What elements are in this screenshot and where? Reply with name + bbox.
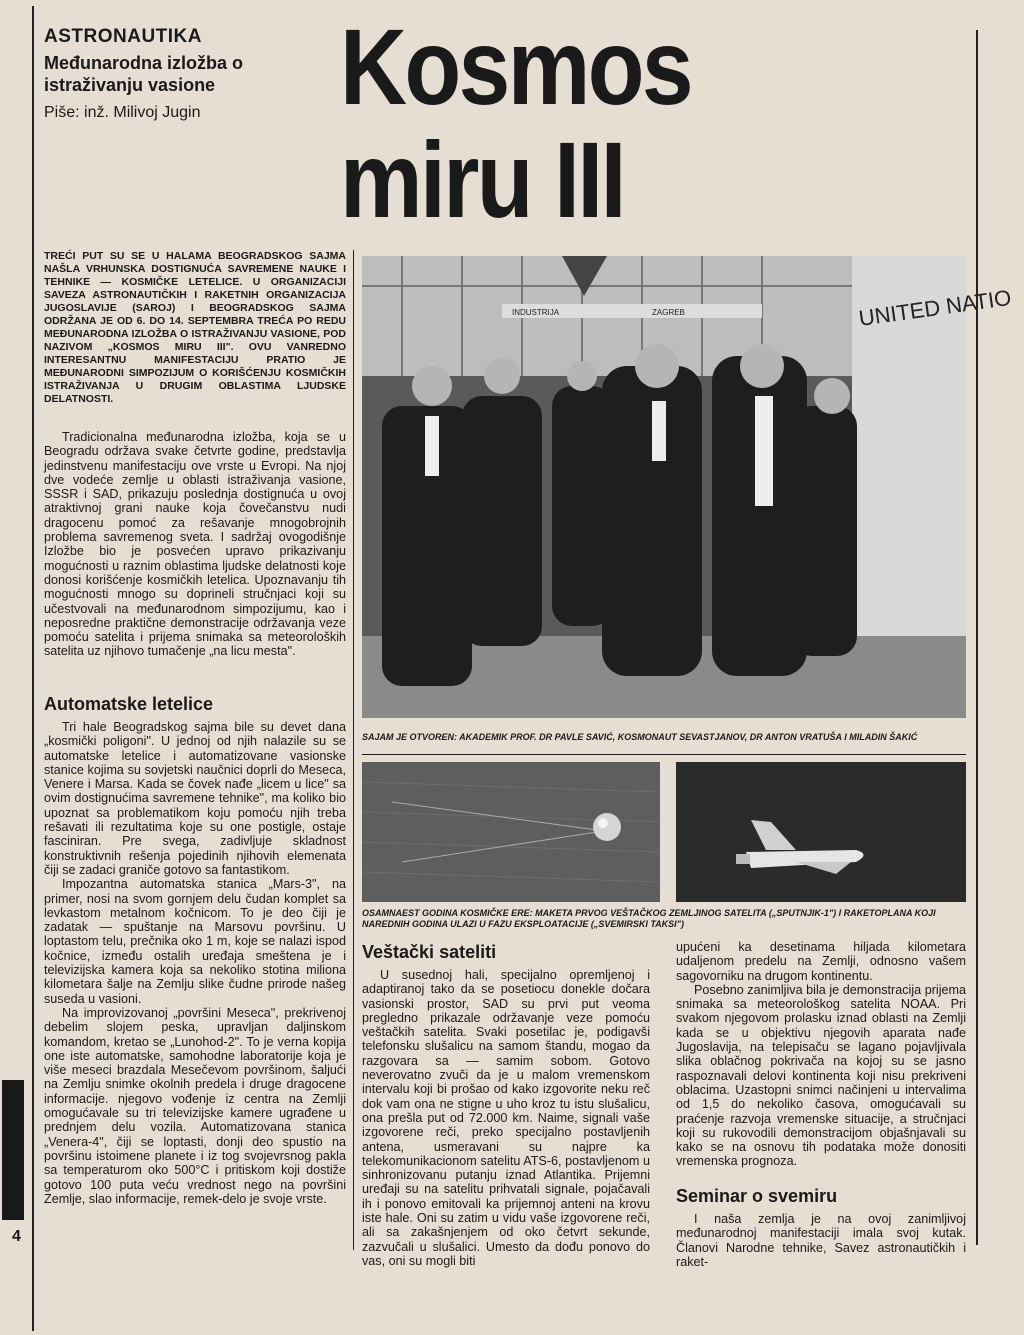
section-kicker: ASTRONAUTIKA: [44, 26, 202, 47]
magazine-side-logo-icon: [2, 1080, 24, 1220]
column-4-bottom: [676, 1212, 966, 1269]
exhibition-photo-drawing: [362, 256, 1013, 718]
right-margin-rule: [976, 30, 978, 1245]
shuttle-drawing: [676, 762, 966, 902]
intro-paragraph: Tradicionalna međunarodna izložba, koja se u Beogradu održava svake četvrte godine, predstavlja jedinstvenu manifestaciju ove vrste u Evropi. Na njoj dve vodeće zemlje u oblasti istraživanja vasione, SSSR i SAD, prikazuju poslednja dostignuća u ovoj atraktivnoj grani nauke koja čovečanstvu nudi dragocenu pomoć za rešavanje mnogobrojnih problema savremenog sveta. I sadržaj ovogodišnje Izložbe bio je posvećen upravo prikazivanju mogućnosti u raznim oblastima ljudske delatnosti koje donosi korišćenje kosmičkih letelica. Upoznavanju tih mogućnosti mnogo su doprineli stručnjaci koji su učestvovali na međunarodnom simpozijumu, kao i neposredne praktične demonstracije održavanja veze pomoću satelita i prijema snimaka sa meteoroloških satelita uz njihovo tumačenje „na licu mesta".: [44, 430, 346, 659]
column-rule-1: [353, 250, 354, 1250]
author-byline: Piše: inž. Milivoj Jugin: [44, 104, 201, 121]
page-number: 4: [12, 1228, 21, 1245]
column-4: [676, 940, 966, 1169]
col4-paragraph-2: Posebno zanimljiva bila je demonstracija prijema snimaka sa meteorološkog satelita NOAA. Pri svakom njegovom prolasku iznad oblasti na Zemlji kada se u objektivu njegovih aparata nađe Jugoslavija, na telepisaču se lagano pojavljivala slika oblačnog pokrivača na kojoj su se jasno raspoznavali delovi kontinenta koji nisu prekriveni oblacima. Uzastopni snimci načinjeni u intervalima od 1,5 do nekoliko časova, omogućavali su praćenje razvoja vremenske situacije, a stručnjaci koji su rukovodili demonstracijom objašnjavali su kako se na osnovu tih podataka može donositi vremenska prognoza.: [676, 982, 966, 1169]
section2-column: [362, 968, 650, 1268]
photo-sign-stand-2: ZAGREB: [652, 308, 685, 317]
intro-column: [44, 430, 346, 659]
section1-paragraph-2: Impozantna automatska stanica „Mars-3", na primer, nosi na svom gornjem delu čudan komplet sa levkastom metalnom kočnicom. To je deo čiji je zadatak — spuštanje na Marsovu površinu. U loptastom telu, prečnika oko 1 m, koje se nalazi ispod kočnice, između ostalih uređaja smeštena je i televizijska kamera koja sa nekoliko stotina miliona kilometara šalje na Zemlju slike čudne prirode našeg suseda u vasioni.: [44, 877, 346, 1006]
article-subtitle: Međunarodna izložba o istraživanju vasione: [44, 53, 244, 95]
section1-column: [44, 720, 346, 1206]
photo-sign-banner: UNITED NATIO: [857, 284, 1013, 331]
section-heading-space-seminar: Seminar o svemiru: [676, 1186, 838, 1206]
section1-paragraph-3: Na improvizovanoj „površini Meseca", prekrivenoj debelim slojem peska, upravljan daljinskom komandom, kretao se „Lunohod-2". To je verna kopija one iste automatske, samohodne laboratorije koja je više meseci brazdala Mesečevom površinom, šaljući na Zemlju snimke okolnih predela i druge dragocene informacije. njegovo vođenje iz centra na Zemlji omogućavale su tri televizijske kamere ugrađene u prednjem delu vozila. Automatizovana stanica „Venera-4", čiji se loptasti, donji deo spustio na površinu istoimene planete i iz tog svojevrsnog pakla sa temperaturom oko 500°C i pritiskom koji dostiže gotovo 100 puta veću vrednost nego na površini Zemlje, slao informacije, remek-delo je svoje vrste.: [44, 1005, 346, 1206]
bottom-photo-caption: OSAMNAEST GODINA KOSMIČKE ERE: MAKETA PRVOG VEŠTAČKOG ZEMLJINOG SATELITA („SPUTNJIK-1") I RAKETOPLANA KOJI NAREDNIH GODINA ULAZI U FAZU EKSPLOATACIJE („SVEMIRSKI TAKSI"): [362, 908, 936, 929]
section2-paragraph-1: U susednoj hali, specijalno opremljenoj i adaptiranoj tako da se posetiocu donekle dočara vasionski prostor, SAD su prvi put veoma pregledno prikazale održavanje veze pomoću veštačkih satelita. Svaki posetilac je, podigavši telefonsku slušalicu na samom štandu, mogao da razgovara sa — samim sobom. Gotovo neverovatno zvuči da je u malom vremenskom intervalu koji bi prošao od kako izgovorite neku reč dok vam ona ne stigne u uho kroz tu istu slušalicu, ona prešla put od 72.000 km. Naime, signali vaše izgovorene reči, preko specijalno postavljenih antena, usmeravani su najpre ka telekomunikacionom satelitu ATS-6, postavljenom u sinhronizovanu putanju iznad Atlantika. Prijemni uređaji su na satelitu prihvatali signale, pojačavali ih i ponovo emitovali ka prijemnoj anteni na krovu iste hale. Oni su zatim u vidu vaše izgovorene reči, ali sa zakašnjenjem od oko četvrt sekunde, zazvučali u slušalici. Umesto da dođu ponovo do vas, oni su mogli biti: [362, 968, 650, 1268]
photo-separator-rule: [362, 754, 966, 755]
sputnik-model-photo: [362, 762, 660, 902]
section-heading-artificial-satellites: Veštački sateliti: [362, 942, 497, 962]
space-shuttle-model-photo: [676, 762, 966, 902]
main-photo-caption: SAJAM JE OTVOREN: AKADEMIK PROF. DR PAVLE SAVIĆ, KOSMONAUT SEVASTJANOV, DR ANTON VRATUŠA I MILADIN ŠAKIĆ: [362, 732, 918, 742]
left-margin-rule: [32, 6, 34, 1331]
sputnik-drawing: [362, 762, 660, 902]
exhibition-opening-photo: [362, 256, 1013, 718]
col4-paragraph-1: upućeni ka desetinama hiljada kilometara udaljenom predelu na Zemlji, odnosno vašem sagovorniku na drugom kontinentu.: [676, 940, 966, 983]
col4-paragraph-3: I naša zemlja je na ovoj zanimljivoj međunarodnoj manifestaciji imala svoj kutak. Članovi Narodne tehnike, Savez astronautičkih i raket-: [676, 1212, 966, 1269]
article-title-line-2: miru III: [340, 119, 624, 240]
section-heading-automatic-craft: Automatske letelice: [44, 694, 214, 714]
article-title-line-1: Kosmos: [340, 6, 691, 127]
photo-sign-stand-1: INDUSTRIJA: [512, 308, 560, 317]
section1-paragraph-1: Tri hale Beogradskog sajma bile su devet dana „kosmički poligoni". U jednoj od njih nalazile su se automatske letelice i automatizovane vasionske stanice kojima su sovjetski naučnici doprli do Meseca, Venere i Marsa. Kada se čovek nađe „licem u lice" sa ovim dostignućima savremene tehnike", ma koliko bio upoznat sa problematikom koju pomoću njih treba rešavati ili rezultatima koje su one postigle, ostaje fasciniran. Pre svega, zadivljuje skladnost konstruktivnih rešenja pojedinih njihovih elemenata čiji se zadaci graniče gotovo sa fantastikom.: [44, 720, 346, 877]
article-lead: TREĆI PUT SU SE U HALAMA BEOGRADSKOG SAJMA NAŠLA VRHUNSKA DOSTIGNUĆA SAVREMENE NAUKE I TEHNIKE — KOSMIČKE LETELICE. U ORGANIZACIJI SAVEZA ASTRONAUTIČKIH I RAKETNIH ORGANIZACIJA JUGOSLAVIJE (SAROJ) I BEOGRADSKOG SAJMA ODRŽANA JE OD 6. DO 14. SEPTEMBRA TREĆA PO REDU MEĐUNARODNA IZLOŽBA O ISTRAŽIVANJU VASIONE, POD NAZIVOM „KOSMOS MIRU III". OVU VANREDNO INTERESANTNU MANIFESTACIJU PRATIO JE MEĐUNARODNI SIMPOZIJUM O KORIŠĆENJU KOSMIČKIH ISTRAŽIVANJA U DRUGIM OBLASTIMA LJUDSKE DELATNOSTI.: [44, 250, 346, 405]
